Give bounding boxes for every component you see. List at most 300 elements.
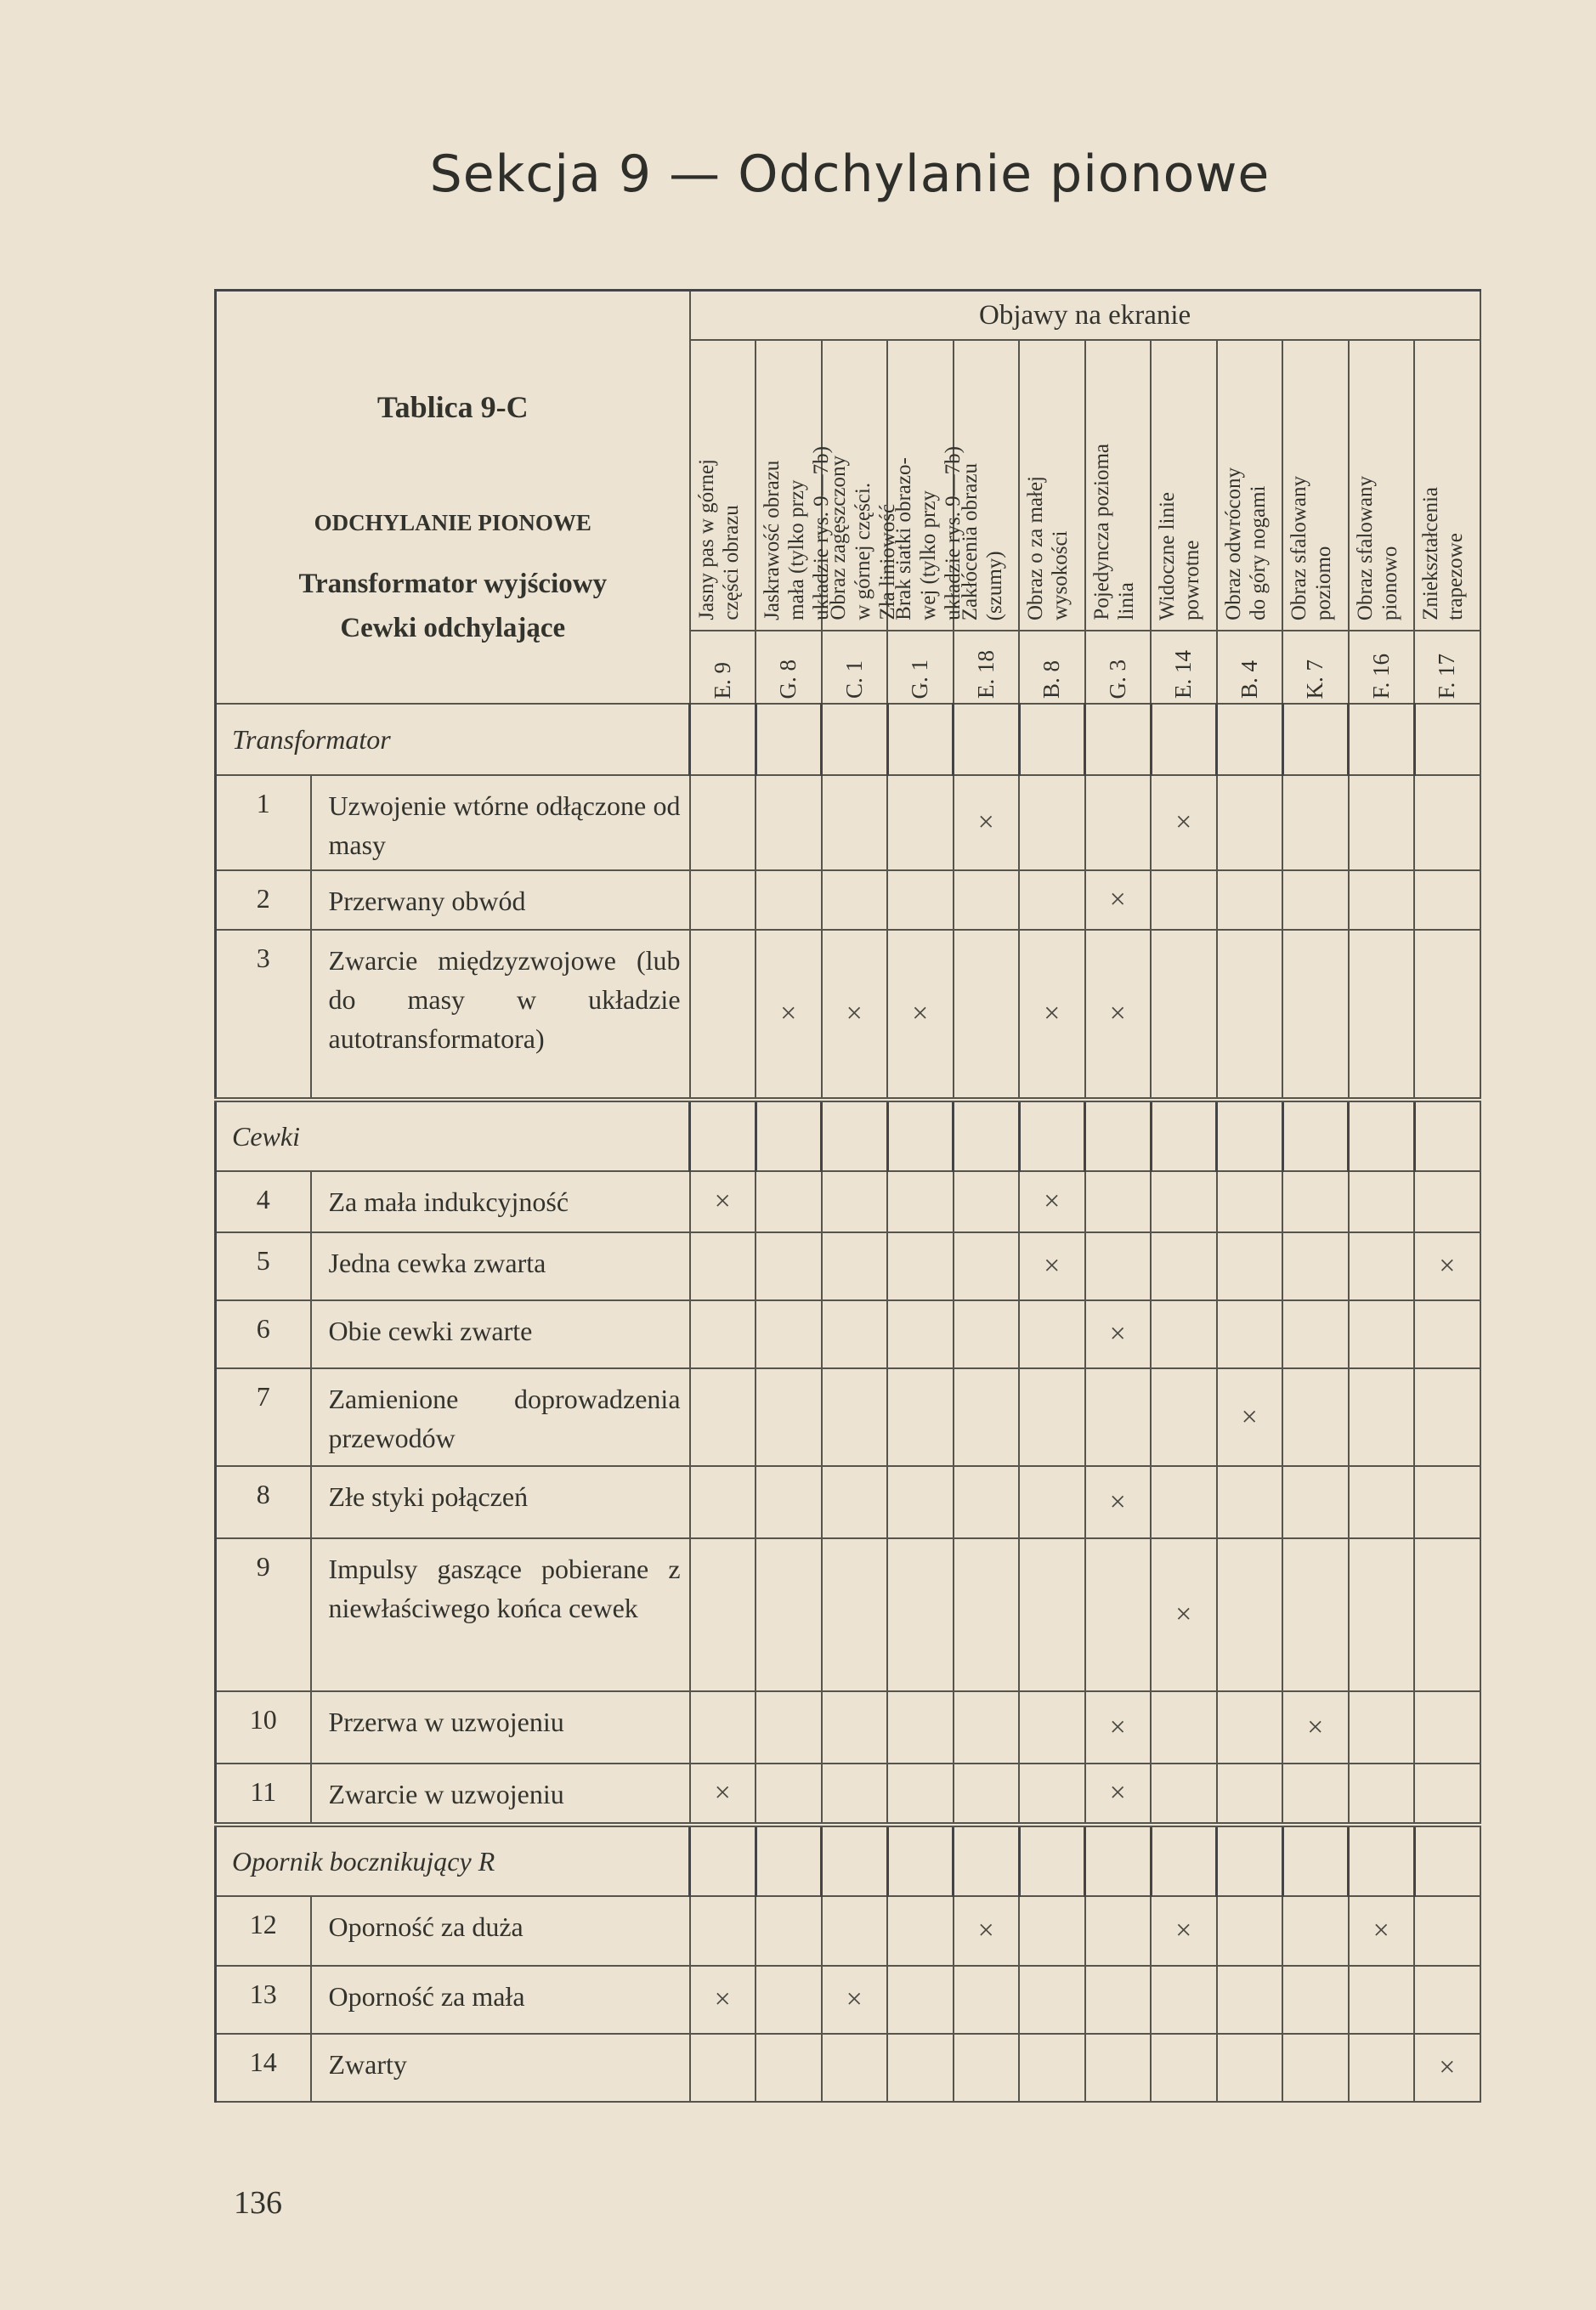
- empty-cell: [756, 1538, 822, 1691]
- column-code-text: K. 7: [1302, 659, 1328, 699]
- grid-cell: [756, 1100, 822, 1171]
- empty-cell: [1151, 1300, 1217, 1368]
- empty-cell: [1151, 1368, 1217, 1466]
- column-code: [1217, 631, 1283, 704]
- fault-description: Złe styki połączeń: [311, 1466, 690, 1538]
- column-label: Obraz zagęszczony w górnej części. Zła liniowość: [826, 456, 899, 620]
- row-number: 1: [216, 775, 311, 870]
- symptom-mark: ×: [954, 1896, 1020, 1966]
- table-row: [216, 775, 1480, 870]
- column-code: [690, 631, 756, 704]
- empty-cell: [690, 1368, 756, 1466]
- table-row: [216, 930, 1480, 1100]
- empty-cell: [756, 1232, 822, 1300]
- fault-description: Obie cewki zwarte: [311, 1300, 690, 1368]
- empty-cell: [1282, 1171, 1349, 1232]
- empty-cell: [887, 1232, 954, 1300]
- row-number: 10: [216, 1691, 311, 1764]
- grid-cell: [1414, 1825, 1480, 1896]
- fault-description: Impulsy gaszące pobierane z niewłaściwego końca cewek: [311, 1538, 690, 1691]
- grid-cell: [1349, 1100, 1415, 1171]
- grid-cell: [822, 1100, 888, 1171]
- symptom-mark: ×: [1151, 1896, 1217, 1966]
- column-code-text: F. 17: [1434, 653, 1460, 699]
- fault-description: Przerwa w uzwojeniu: [311, 1691, 690, 1764]
- row-number: 13: [216, 1966, 311, 2034]
- empty-cell: [1019, 1966, 1085, 2034]
- grid-cell: [1151, 1100, 1217, 1171]
- table-heading: [216, 291, 690, 705]
- empty-cell: [887, 870, 954, 930]
- empty-cell: [887, 1966, 954, 2034]
- empty-cell: [887, 1368, 954, 1466]
- empty-cell: [1217, 1232, 1283, 1300]
- empty-cell: [756, 870, 822, 930]
- symptom-mark: ×: [756, 930, 822, 1100]
- empty-cell: [822, 1764, 888, 1825]
- row-number: 8: [216, 1466, 311, 1538]
- grid-cell: [954, 704, 1020, 775]
- column-label: Pojedyncza pozioma linia: [1089, 444, 1138, 620]
- table-subject-1: Transformator wyjściowy: [298, 569, 608, 599]
- column-label: Jasny pas w górnej części obrazu: [694, 459, 743, 620]
- symptom-mark: ×: [887, 930, 954, 1100]
- empty-cell: [1019, 1691, 1085, 1764]
- empty-cell: [756, 1466, 822, 1538]
- table-row: [216, 1232, 1480, 1300]
- empty-cell: [954, 1300, 1020, 1368]
- grid-cell: [1151, 1825, 1217, 1896]
- empty-cell: [954, 1466, 1020, 1538]
- row-number: 9: [216, 1538, 311, 1691]
- column-header: [1019, 340, 1085, 631]
- empty-cell: [1414, 1300, 1480, 1368]
- column-code: [1151, 631, 1217, 704]
- empty-cell: [1019, 2034, 1085, 2102]
- empty-cell: [1085, 1171, 1152, 1232]
- empty-cell: [1217, 1300, 1283, 1368]
- empty-cell: [822, 1232, 888, 1300]
- row-number: 3: [216, 930, 311, 1100]
- empty-cell: [1217, 1896, 1283, 1966]
- empty-cell: [1349, 1300, 1415, 1368]
- symptom-mark: ×: [1414, 2034, 1480, 2102]
- section-label: Cewki: [216, 1100, 690, 1171]
- grid-cell: [1349, 704, 1415, 775]
- symptom-mark: ×: [1085, 1764, 1152, 1825]
- empty-cell: [887, 1466, 954, 1538]
- empty-cell: [887, 1300, 954, 1368]
- empty-cell: [1349, 1368, 1415, 1466]
- column-code-text: E. 9: [709, 661, 735, 699]
- empty-cell: [1349, 2034, 1415, 2102]
- table-row: [216, 1966, 1480, 2034]
- empty-cell: [1151, 1691, 1217, 1764]
- column-code-text: G. 1: [907, 659, 933, 699]
- section-row: [216, 1825, 1480, 1896]
- empty-cell: [1414, 1171, 1480, 1232]
- empty-cell: [756, 1368, 822, 1466]
- table-name: Tablica 9-C: [376, 390, 529, 424]
- diagnostic-table: [214, 289, 1481, 2103]
- symptom-mark: ×: [1019, 1171, 1085, 1232]
- empty-cell: [1217, 1966, 1283, 2034]
- empty-cell: [756, 1171, 822, 1232]
- empty-cell: [1151, 1171, 1217, 1232]
- table-row: [216, 2034, 1480, 2102]
- column-header: [822, 340, 899, 631]
- empty-cell: [1217, 775, 1283, 870]
- column-code: [822, 631, 888, 704]
- empty-cell: [822, 1171, 888, 1232]
- empty-cell: [954, 870, 1020, 930]
- empty-cell: [1282, 1368, 1349, 1466]
- empty-cell: [1217, 930, 1283, 1100]
- fault-description: Zwarcie międzyzwojowe (lub do masy w układzie autotransformatora): [311, 930, 690, 1100]
- empty-cell: [1282, 1232, 1349, 1300]
- empty-cell: [690, 775, 756, 870]
- empty-cell: [1349, 870, 1415, 930]
- symptom-mark: ×: [1085, 1691, 1152, 1764]
- empty-cell: [690, 870, 756, 930]
- empty-cell: [1151, 930, 1217, 1100]
- grid-cell: [1414, 1100, 1480, 1171]
- empty-cell: [1085, 1896, 1152, 1966]
- column-header: [887, 340, 965, 631]
- grid-cell: [954, 1825, 1020, 1896]
- grid-cell: [1282, 704, 1349, 775]
- empty-cell: [1282, 1300, 1349, 1368]
- grid-cell: [690, 1100, 756, 1171]
- empty-cell: [1282, 775, 1349, 870]
- grid-cell: [1217, 1825, 1283, 1896]
- table-row: [216, 1466, 1480, 1538]
- column-code: [1085, 631, 1152, 704]
- symptom-mark: ×: [1085, 930, 1152, 1100]
- grid-cell: [756, 1825, 822, 1896]
- symptom-mark: ×: [1019, 930, 1085, 1100]
- empty-cell: [1282, 1764, 1349, 1825]
- empty-cell: [887, 1538, 954, 1691]
- column-code-text: C. 1: [840, 660, 867, 699]
- column-code: [1349, 631, 1415, 704]
- grid-cell: [1019, 704, 1085, 775]
- symptom-mark: ×: [690, 1171, 756, 1232]
- empty-cell: [1019, 1466, 1085, 1538]
- empty-cell: [1349, 1691, 1415, 1764]
- symptom-mark: ×: [1217, 1368, 1283, 1466]
- empty-cell: [690, 1691, 756, 1764]
- table-row: [216, 1171, 1480, 1232]
- page-number: 136: [234, 2185, 282, 2221]
- row-number: 2: [216, 870, 311, 930]
- symptom-mark: ×: [1349, 1896, 1415, 1966]
- table-row: [216, 1300, 1480, 1368]
- empty-cell: [1019, 1538, 1085, 1691]
- empty-cell: [887, 1764, 954, 1825]
- symptom-mark: ×: [954, 775, 1020, 870]
- empty-cell: [756, 775, 822, 870]
- column-code: [1282, 631, 1349, 704]
- fault-description: Zamienione doprowadzenia przewodów: [311, 1368, 690, 1466]
- fault-description: Oporność za duża: [311, 1896, 690, 1966]
- empty-cell: [887, 1896, 954, 1966]
- column-label: Zniekształcenia trapezowe: [1419, 487, 1468, 620]
- symptom-mark: ×: [1151, 775, 1217, 870]
- section-label: Opornik bocznikujący R: [216, 1825, 690, 1896]
- column-label: Jaskrawość obrazu mała (tylko przy układzie rys. 9—7b): [761, 446, 834, 620]
- empty-cell: [1151, 1466, 1217, 1538]
- empty-cell: [1085, 1368, 1152, 1466]
- grid-cell: [756, 704, 822, 775]
- empty-cell: [822, 870, 888, 930]
- empty-cell: [1414, 1368, 1480, 1466]
- section-row: [216, 1100, 1480, 1171]
- column-header: [1151, 340, 1217, 631]
- column-header: [690, 340, 756, 631]
- empty-cell: [887, 1691, 954, 1764]
- table-row: [216, 1896, 1480, 1966]
- column-code: [1019, 631, 1085, 704]
- empty-cell: [756, 1966, 822, 2034]
- symptom-mark: ×: [1085, 1466, 1152, 1538]
- column-label: Obraz o za małej wysokości: [1024, 475, 1072, 620]
- empty-cell: [690, 1538, 756, 1691]
- empty-cell: [822, 1368, 888, 1466]
- empty-cell: [690, 930, 756, 1100]
- grid-cell: [1019, 1100, 1085, 1171]
- empty-cell: [887, 2034, 954, 2102]
- empty-cell: [1085, 1232, 1152, 1300]
- table-row: [216, 1764, 1480, 1825]
- grid-cell: [887, 1100, 954, 1171]
- empty-cell: [822, 1300, 888, 1368]
- empty-cell: [1414, 1538, 1480, 1691]
- empty-cell: [1151, 870, 1217, 930]
- grid-cell: [1217, 704, 1283, 775]
- column-header: [1282, 340, 1349, 631]
- empty-cell: [954, 1368, 1020, 1466]
- empty-cell: [822, 775, 888, 870]
- empty-cell: [1349, 1966, 1415, 2034]
- empty-cell: [1349, 1764, 1415, 1825]
- grid-cell: [1085, 1100, 1152, 1171]
- fault-description: Oporność za mała: [311, 1966, 690, 2034]
- empty-cell: [1349, 1538, 1415, 1691]
- symptom-mark: ×: [1414, 1232, 1480, 1300]
- column-label: Widoczne linie powrotne: [1156, 491, 1204, 620]
- empty-cell: [1414, 775, 1480, 870]
- fault-description: Uzwojenie wtórne odłączone od masy: [311, 775, 690, 870]
- empty-cell: [1349, 930, 1415, 1100]
- empty-cell: [1019, 1764, 1085, 1825]
- grid-cell: [1151, 704, 1217, 775]
- empty-cell: [954, 1691, 1020, 1764]
- column-code: [954, 631, 1020, 704]
- empty-cell: [954, 1966, 1020, 2034]
- column-code: [1414, 631, 1480, 704]
- row-number: 7: [216, 1368, 311, 1466]
- table-row: [216, 1691, 1480, 1764]
- grid-cell: [1282, 1100, 1349, 1171]
- grid-cell: [887, 704, 954, 775]
- empty-cell: [1019, 1300, 1085, 1368]
- empty-cell: [690, 2034, 756, 2102]
- grid-cell: [1085, 704, 1152, 775]
- empty-cell: [1019, 1368, 1085, 1466]
- empty-cell: [1019, 775, 1085, 870]
- column-label: Obraz odwrócony do góry nogami: [1221, 467, 1270, 620]
- empty-cell: [690, 1300, 756, 1368]
- empty-cell: [822, 1691, 888, 1764]
- empty-cell: [887, 775, 954, 870]
- empty-cell: [954, 930, 1020, 1100]
- empty-cell: [822, 1466, 888, 1538]
- empty-cell: [690, 1896, 756, 1966]
- table-row: [216, 870, 1480, 930]
- empty-cell: [1414, 1764, 1480, 1825]
- section-label: Transformator: [216, 704, 690, 775]
- fault-description: Za mała indukcyjność: [311, 1171, 690, 1232]
- column-label: Obraz sfalowany poziomo: [1288, 475, 1336, 620]
- empty-cell: [1282, 1466, 1349, 1538]
- empty-cell: [954, 2034, 1020, 2102]
- table-row: [216, 1368, 1480, 1466]
- grid-cell: [954, 1100, 1020, 1171]
- empty-cell: [954, 1538, 1020, 1691]
- empty-cell: [822, 1896, 888, 1966]
- fault-description: Zwarcie w uzwojeniu: [311, 1764, 690, 1825]
- empty-cell: [1414, 930, 1480, 1100]
- empty-cell: [822, 2034, 888, 2102]
- empty-cell: [1019, 870, 1085, 930]
- fault-description: Zwarty: [311, 2034, 690, 2102]
- empty-cell: [1151, 1232, 1217, 1300]
- symptom-mark: ×: [1019, 1232, 1085, 1300]
- table-subject-2: Cewki odchylające: [340, 613, 566, 643]
- column-code: [756, 631, 822, 704]
- empty-cell: [1414, 1691, 1480, 1764]
- column-code-text: F. 16: [1367, 653, 1394, 699]
- column-code-text: E. 14: [1170, 650, 1197, 699]
- empty-cell: [1282, 930, 1349, 1100]
- empty-cell: [1217, 1538, 1283, 1691]
- row-number: 4: [216, 1171, 311, 1232]
- row-number: 11: [216, 1764, 311, 1825]
- symptom-mark: ×: [1085, 870, 1152, 930]
- column-code-text: G. 3: [1104, 659, 1130, 699]
- empty-cell: [1414, 1896, 1480, 1966]
- symptom-mark: ×: [690, 1764, 756, 1825]
- empty-cell: [1019, 1896, 1085, 1966]
- empty-cell: [1217, 1171, 1283, 1232]
- empty-cell: [1414, 1966, 1480, 2034]
- fault-description: Jedna cewka zwarta: [311, 1232, 690, 1300]
- empty-cell: [1282, 870, 1349, 930]
- column-code: [887, 631, 954, 704]
- grid-cell: [1414, 704, 1480, 775]
- empty-cell: [756, 1691, 822, 1764]
- empty-cell: [1349, 1171, 1415, 1232]
- column-label: Obraz sfalowany pionowo: [1353, 475, 1401, 620]
- grid-cell: [1282, 1825, 1349, 1896]
- empty-cell: [756, 1896, 822, 1966]
- empty-cell: [756, 2034, 822, 2102]
- grid-cell: [822, 1825, 888, 1896]
- empty-cell: [1217, 1691, 1283, 1764]
- empty-cell: [954, 1171, 1020, 1232]
- empty-cell: [1349, 775, 1415, 870]
- empty-cell: [756, 1764, 822, 1825]
- grid-cell: [690, 1825, 756, 1896]
- symptoms-header: Objawy na ekranie: [690, 291, 1480, 341]
- symptom-mark: ×: [1085, 1300, 1152, 1368]
- empty-cell: [1217, 1764, 1283, 1825]
- empty-cell: [1085, 775, 1152, 870]
- column-label: Brak siatki obrazo- wej (tylko przy układzie rys. 9—7b): [892, 446, 965, 620]
- empty-cell: [1085, 1538, 1152, 1691]
- section-row: [216, 704, 1480, 775]
- empty-cell: [1151, 2034, 1217, 2102]
- symptom-mark: ×: [1282, 1691, 1349, 1764]
- column-header: [1414, 340, 1480, 631]
- table-subtitle: ODCHYLANIE PIONOWE: [314, 510, 591, 535]
- column-header: [1217, 340, 1283, 631]
- grid-cell: [1019, 1825, 1085, 1896]
- empty-cell: [822, 1538, 888, 1691]
- page-title: Sekcja 9 — Odchylanie pionowe: [429, 144, 1271, 204]
- column-header: [1349, 340, 1415, 631]
- column-header: [1085, 340, 1152, 631]
- empty-cell: [887, 1171, 954, 1232]
- symptom-mark: ×: [1151, 1538, 1217, 1691]
- empty-cell: [1282, 1896, 1349, 1966]
- symptom-mark: ×: [690, 1966, 756, 2034]
- row-number: 6: [216, 1300, 311, 1368]
- grid-cell: [887, 1825, 954, 1896]
- table-row: [216, 1538, 1480, 1691]
- empty-cell: [1217, 870, 1283, 930]
- empty-cell: [690, 1232, 756, 1300]
- column-code-text: E. 18: [972, 650, 999, 699]
- column-code-text: B. 8: [1039, 660, 1065, 699]
- column-code-text: B. 4: [1236, 660, 1262, 699]
- fault-description: Przerwany obwód: [311, 870, 690, 930]
- empty-cell: [1151, 1764, 1217, 1825]
- column-label: Zakłócenia obrazu (szumy): [958, 462, 1006, 620]
- empty-cell: [1151, 1966, 1217, 2034]
- empty-cell: [1282, 1538, 1349, 1691]
- grid-cell: [1217, 1100, 1283, 1171]
- row-number: 12: [216, 1896, 311, 1966]
- empty-cell: [1085, 1966, 1152, 2034]
- empty-cell: [1414, 870, 1480, 930]
- empty-cell: [1349, 1232, 1415, 1300]
- empty-cell: [1282, 1966, 1349, 2034]
- column-header: [756, 340, 834, 631]
- empty-cell: [954, 1232, 1020, 1300]
- symptom-mark: ×: [822, 1966, 888, 2034]
- symptom-mark: ×: [822, 930, 888, 1100]
- grid-cell: [690, 704, 756, 775]
- empty-cell: [1349, 1466, 1415, 1538]
- column-header: [954, 340, 1020, 631]
- empty-cell: [1414, 1466, 1480, 1538]
- row-number: 5: [216, 1232, 311, 1300]
- empty-cell: [1085, 2034, 1152, 2102]
- empty-cell: [954, 1764, 1020, 1825]
- grid-cell: [1085, 1825, 1152, 1896]
